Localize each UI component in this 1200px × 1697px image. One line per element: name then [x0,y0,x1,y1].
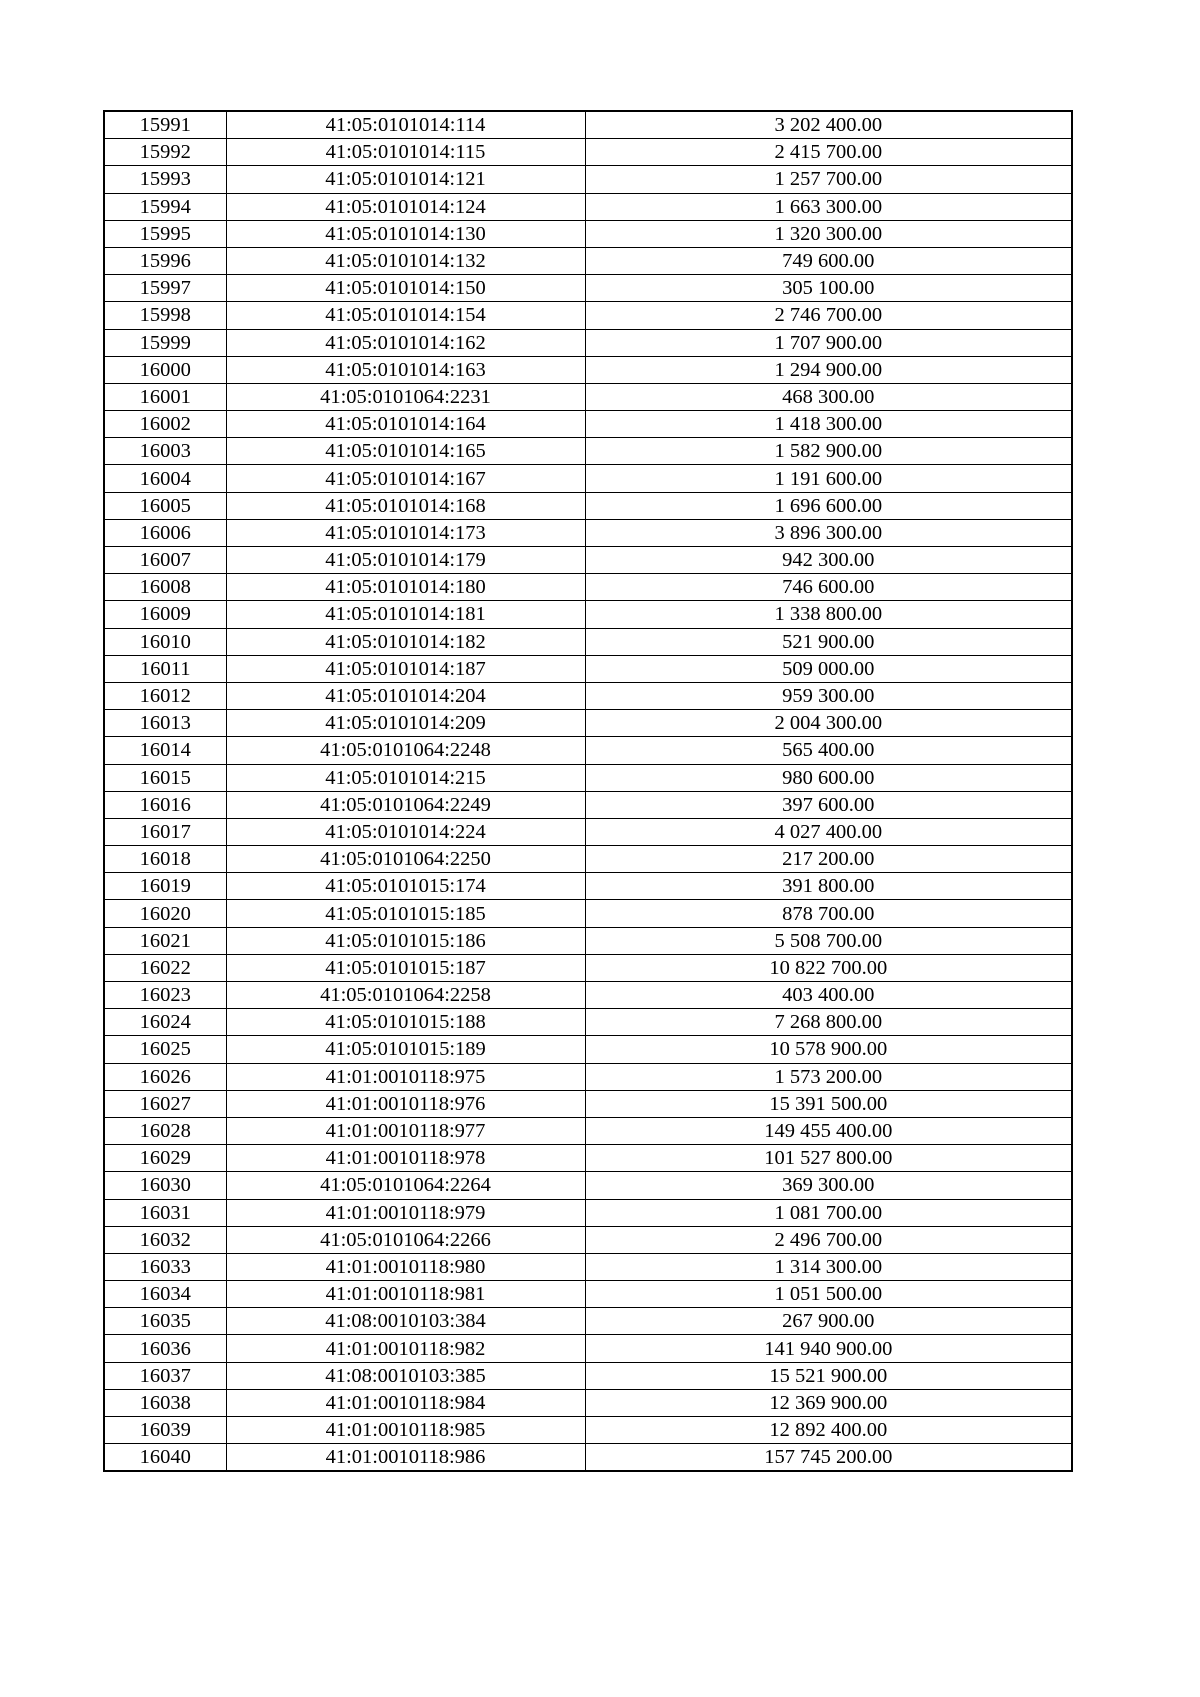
row-number-cell: 16021 [104,927,226,954]
table-row [104,1199,1072,1226]
value-cell: 1 320 300.00 [585,220,1072,247]
row-number-cell: 16009 [104,601,226,628]
value-cell: 2 004 300.00 [585,710,1072,737]
row-number-cell: 16031 [104,1199,226,1226]
cadastral-number-cell: 41:05:0101064:2249 [226,791,585,818]
row-number-cell: 15996 [104,247,226,274]
cadastral-number-cell: 41:08:0010103:385 [226,1362,585,1389]
row-number-cell: 16016 [104,791,226,818]
value-cell: 10 578 900.00 [585,1036,1072,1063]
value-cell: 267 900.00 [585,1308,1072,1335]
row-number-cell: 15994 [104,193,226,220]
cadastral-number-cell: 41:05:0101015:187 [226,954,585,981]
cadastral-number-cell: 41:01:0010118:986 [226,1444,585,1472]
table-row [104,1009,1072,1036]
row-number-cell: 16037 [104,1362,226,1389]
value-cell: 397 600.00 [585,791,1072,818]
value-cell: 15 521 900.00 [585,1362,1072,1389]
cadastral-number-cell: 41:01:0010118:976 [226,1090,585,1117]
row-number-cell: 16019 [104,873,226,900]
value-cell: 2 415 700.00 [585,139,1072,166]
value-cell: 157 745 200.00 [585,1444,1072,1472]
value-cell: 878 700.00 [585,900,1072,927]
value-cell: 980 600.00 [585,764,1072,791]
cadastral-number-cell: 41:05:0101014:121 [226,166,585,193]
cadastral-number-cell: 41:05:0101014:209 [226,710,585,737]
row-number-cell: 16003 [104,438,226,465]
value-cell: 403 400.00 [585,982,1072,1009]
row-number-cell: 16035 [104,1308,226,1335]
cadastral-number-cell: 41:05:0101064:2248 [226,737,585,764]
cadastral-number-cell: 41:05:0101014:132 [226,247,585,274]
table-row [104,1335,1072,1362]
table-row [104,220,1072,247]
row-number-cell: 16023 [104,982,226,1009]
cadastral-number-cell: 41:01:0010118:982 [226,1335,585,1362]
table-row [104,519,1072,546]
row-number-cell: 16024 [104,1009,226,1036]
cadastral-number-cell: 41:05:0101015:186 [226,927,585,954]
cadastral-number-cell: 41:05:0101014:165 [226,438,585,465]
row-number-cell: 16034 [104,1281,226,1308]
value-cell: 15 391 500.00 [585,1090,1072,1117]
cadastral-number-cell: 41:05:0101014:164 [226,411,585,438]
table-row [104,1226,1072,1253]
cadastral-number-cell: 41:05:0101014:168 [226,492,585,519]
value-cell: 391 800.00 [585,873,1072,900]
value-cell: 3 896 300.00 [585,519,1072,546]
table-row [104,383,1072,410]
table-row [104,737,1072,764]
cadastral-number-cell: 41:05:0101014:114 [226,111,585,139]
value-cell: 1 573 200.00 [585,1063,1072,1090]
value-cell: 521 900.00 [585,628,1072,655]
value-cell: 509 000.00 [585,655,1072,682]
table-row [104,818,1072,845]
cadastral-number-cell: 41:05:0101064:2266 [226,1226,585,1253]
table-row [104,438,1072,465]
table-row [104,873,1072,900]
value-cell: 4 027 400.00 [585,818,1072,845]
table-row [104,900,1072,927]
value-cell: 12 892 400.00 [585,1417,1072,1444]
table-row [104,465,1072,492]
value-cell: 959 300.00 [585,682,1072,709]
table-row [104,1444,1072,1472]
row-number-cell: 16036 [104,1335,226,1362]
row-number-cell: 15992 [104,139,226,166]
table-row [104,329,1072,356]
value-cell: 12 369 900.00 [585,1389,1072,1416]
cadastral-number-cell: 41:05:0101064:2231 [226,383,585,410]
table-body [104,111,1072,1471]
row-number-cell: 15995 [104,220,226,247]
row-number-cell: 16020 [104,900,226,927]
row-number-cell: 16015 [104,764,226,791]
row-number-cell: 16033 [104,1253,226,1280]
value-cell: 149 455 400.00 [585,1117,1072,1144]
value-cell: 1 707 900.00 [585,329,1072,356]
cadastral-number-cell: 41:05:0101014:162 [226,329,585,356]
value-cell: 7 268 800.00 [585,1009,1072,1036]
row-number-cell: 16027 [104,1090,226,1117]
cadastral-number-cell: 41:05:0101014:173 [226,519,585,546]
row-number-cell: 16017 [104,818,226,845]
row-number-cell: 16030 [104,1172,226,1199]
value-cell: 468 300.00 [585,383,1072,410]
row-number-cell: 16004 [104,465,226,492]
row-number-cell: 16007 [104,547,226,574]
row-number-cell: 16032 [104,1226,226,1253]
table-row [104,1362,1072,1389]
cadastral-number-cell: 41:05:0101014:215 [226,764,585,791]
value-cell: 1 338 800.00 [585,601,1072,628]
table-row [104,193,1072,220]
cadastral-number-cell: 41:01:0010118:980 [226,1253,585,1280]
value-cell: 101 527 800.00 [585,1145,1072,1172]
table-row [104,1308,1072,1335]
value-cell: 1 314 300.00 [585,1253,1072,1280]
table-row [104,846,1072,873]
value-cell: 749 600.00 [585,247,1072,274]
table-row [104,139,1072,166]
row-number-cell: 15991 [104,111,226,139]
table-row [104,492,1072,519]
cadastral-number-cell: 41:05:0101064:2264 [226,1172,585,1199]
table-row [104,1389,1072,1416]
table-row [104,710,1072,737]
cadastral-number-cell: 41:05:0101014:150 [226,275,585,302]
row-number-cell: 15997 [104,275,226,302]
cadastral-number-cell: 41:05:0101014:204 [226,682,585,709]
cadastral-number-cell: 41:05:0101014:124 [226,193,585,220]
row-number-cell: 16010 [104,628,226,655]
table-row [104,1036,1072,1063]
cadastral-number-cell: 41:05:0101014:115 [226,139,585,166]
table-row [104,302,1072,329]
value-cell: 2 746 700.00 [585,302,1072,329]
value-cell: 1 257 700.00 [585,166,1072,193]
value-cell: 10 822 700.00 [585,954,1072,981]
cadastral-number-cell: 41:01:0010118:981 [226,1281,585,1308]
row-number-cell: 16040 [104,1444,226,1472]
cadastral-number-cell: 41:05:0101014:130 [226,220,585,247]
cadastral-value-table [103,110,1073,1472]
value-cell: 1 081 700.00 [585,1199,1072,1226]
value-cell: 1 663 300.00 [585,193,1072,220]
row-number-cell: 16000 [104,356,226,383]
row-number-cell: 16011 [104,655,226,682]
table-row [104,411,1072,438]
value-cell: 305 100.00 [585,275,1072,302]
table-row [104,628,1072,655]
row-number-cell: 16014 [104,737,226,764]
row-number-cell: 16026 [104,1063,226,1090]
value-cell: 1 051 500.00 [585,1281,1072,1308]
row-number-cell: 16008 [104,574,226,601]
cadastral-number-cell: 41:05:0101014:181 [226,601,585,628]
value-cell: 1 418 300.00 [585,411,1072,438]
table-row [104,275,1072,302]
table-row [104,1145,1072,1172]
row-number-cell: 16002 [104,411,226,438]
table-row [104,166,1072,193]
value-cell: 2 496 700.00 [585,1226,1072,1253]
row-number-cell: 16025 [104,1036,226,1063]
cadastral-number-cell: 41:05:0101015:188 [226,1009,585,1036]
table-row [104,1253,1072,1280]
row-number-cell: 15993 [104,166,226,193]
cadastral-number-cell: 41:05:0101014:154 [226,302,585,329]
table-row [104,247,1072,274]
value-cell: 942 300.00 [585,547,1072,574]
cadastral-number-cell: 41:01:0010118:977 [226,1117,585,1144]
row-number-cell: 16018 [104,846,226,873]
cadastral-number-cell: 41:05:0101064:2250 [226,846,585,873]
cadastral-number-cell: 41:01:0010118:975 [226,1063,585,1090]
table-row [104,682,1072,709]
table-row [104,1417,1072,1444]
cadastral-number-cell: 41:01:0010118:978 [226,1145,585,1172]
row-number-cell: 16029 [104,1145,226,1172]
value-cell: 369 300.00 [585,1172,1072,1199]
cadastral-number-cell: 41:05:0101014:224 [226,818,585,845]
row-number-cell: 16012 [104,682,226,709]
row-number-cell: 16013 [104,710,226,737]
cadastral-number-cell: 41:05:0101014:180 [226,574,585,601]
value-cell: 1 582 900.00 [585,438,1072,465]
row-number-cell: 15999 [104,329,226,356]
row-number-cell: 16039 [104,1417,226,1444]
table-row [104,574,1072,601]
value-cell: 1 696 600.00 [585,492,1072,519]
row-number-cell: 16028 [104,1117,226,1144]
value-cell: 1 191 600.00 [585,465,1072,492]
cadastral-number-cell: 41:05:0101014:187 [226,655,585,682]
value-cell: 565 400.00 [585,737,1072,764]
table-row [104,1090,1072,1117]
table-row [104,1172,1072,1199]
cadastral-number-cell: 41:05:0101014:179 [226,547,585,574]
row-number-cell: 16022 [104,954,226,981]
value-cell: 217 200.00 [585,846,1072,873]
cadastral-number-cell: 41:05:0101014:163 [226,356,585,383]
table-row [104,1063,1072,1090]
row-number-cell: 16005 [104,492,226,519]
table-row [104,764,1072,791]
row-number-cell: 16006 [104,519,226,546]
table-row [104,547,1072,574]
table-row [104,601,1072,628]
table-row [104,791,1072,818]
cadastral-number-cell: 41:01:0010118:979 [226,1199,585,1226]
cadastral-number-cell: 41:05:0101015:185 [226,900,585,927]
value-cell: 746 600.00 [585,574,1072,601]
cadastral-number-cell: 41:05:0101014:167 [226,465,585,492]
value-cell: 5 508 700.00 [585,927,1072,954]
table-row [104,356,1072,383]
table-row [104,111,1072,139]
cadastral-number-cell: 41:01:0010118:985 [226,1417,585,1444]
row-number-cell: 15998 [104,302,226,329]
table-row [104,1117,1072,1144]
value-cell: 1 294 900.00 [585,356,1072,383]
cadastral-number-cell: 41:01:0010118:984 [226,1389,585,1416]
cadastral-number-cell: 41:05:0101014:182 [226,628,585,655]
table-row [104,954,1072,981]
cadastral-number-cell: 41:08:0010103:384 [226,1308,585,1335]
table-row [104,927,1072,954]
cadastral-number-cell: 41:05:0101015:189 [226,1036,585,1063]
table-row [104,655,1072,682]
cadastral-number-cell: 41:05:0101064:2258 [226,982,585,1009]
value-cell: 141 940 900.00 [585,1335,1072,1362]
row-number-cell: 16038 [104,1389,226,1416]
value-cell: 3 202 400.00 [585,111,1072,139]
cadastral-number-cell: 41:05:0101015:174 [226,873,585,900]
row-number-cell: 16001 [104,383,226,410]
table-row [104,1281,1072,1308]
table-row [104,982,1072,1009]
